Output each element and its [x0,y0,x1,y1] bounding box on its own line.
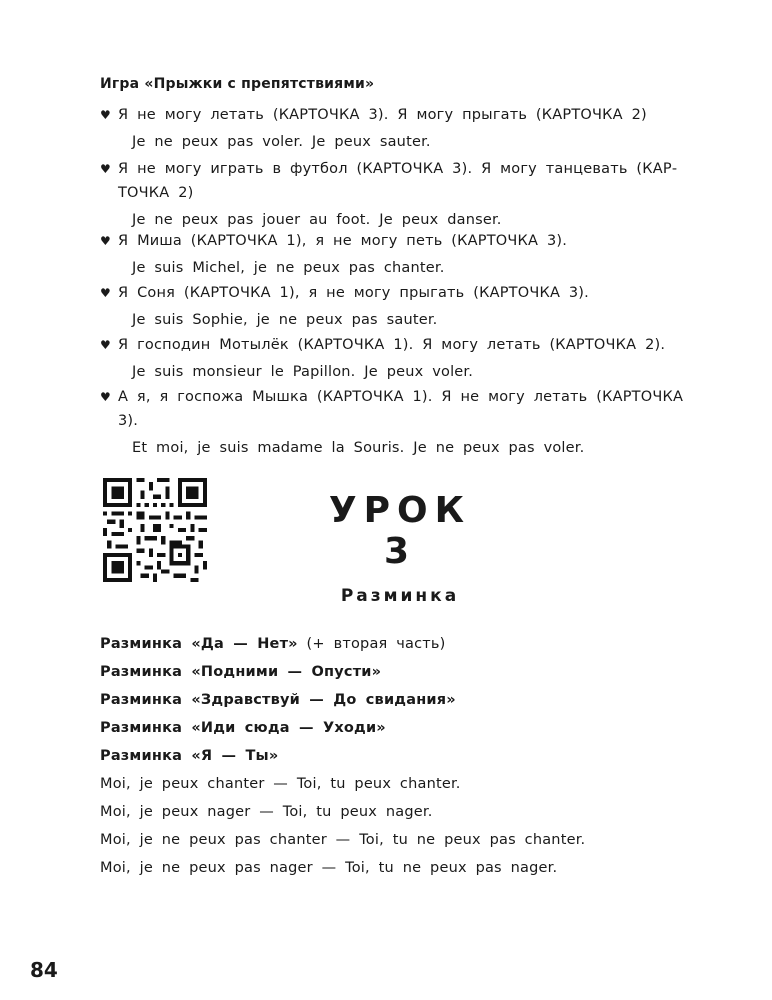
list-item [100,103,700,154]
french-text: Je suis Michel, je ne peux pas chanter. [132,260,445,276]
phrase-line: Moi, je peux chanter — Toi, tu peux chanter. [100,776,461,792]
phrase-line: Moi, je ne peux pas nager — Toi, tu ne peux pas nager. [100,860,558,876]
french-text: Je ne peux pas voler. Je peux sauter. [132,134,431,150]
warmup-label: Разминка «Иди сюда — Уходи» [100,720,386,736]
list-item [100,742,720,770]
phrase-line: Moi, je ne peux pas chanter — Toi, tu ne peux pas chanter. [100,832,586,848]
list-item [100,281,700,332]
warmup-label: Разминка «Здравствуй — До свидания» [100,692,456,708]
heart-bullet-icon: ♥ [100,108,111,122]
list-item [100,686,720,714]
list-item [100,157,700,232]
list-item [100,333,700,384]
warmup-label: Разминка «Подними — Опусти» [100,664,382,680]
french-text: Je suis monsieur le Papillon. Je peux voler. [132,364,474,380]
list-item [100,630,720,658]
warmup-note: (+ вторая часть) [297,636,446,652]
list-item [100,229,700,280]
heart-bullet-icon: ♥ [100,234,111,248]
french-text: Je suis Sophie, je ne peux pas sauter. [132,312,438,328]
french-text: Je ne peux pas jouer au foot. Je peux danser. [132,212,502,228]
warmup-label: Разминка «Да — Нет» [100,636,298,652]
section-title: Разминка [340,586,460,606]
qr-code-icon[interactable] [103,478,207,582]
heart-bullet-icon: ♥ [100,390,111,404]
warmup-label: Разминка «Я — Ты» [100,748,279,764]
lesson-title: УРОК 3 [328,490,472,572]
phrase-line: Moi, je peux nager — Toi, tu peux nager. [100,804,433,820]
list-item [100,385,700,460]
page-number: 84 [30,958,58,982]
warmup-list [100,630,720,882]
russian-text: Я не могу играть в футбол (КАРТОЧКА 3). Я могу танцевать (КАР-ТОЧКА 2) [118,161,678,201]
russian-text: Я Миша (КАРТОЧКА 1), я не могу петь (КАРТОЧКА 3). [118,233,568,249]
russian-text: Я господин Мотылёк (КАРТОЧКА 1). Я могу летать (КАРТОЧКА 2). [118,337,666,353]
heart-bullet-icon: ♥ [100,338,111,352]
heart-bullet-icon: ♥ [100,286,111,300]
list-item [100,714,720,742]
russian-text: Я не могу летать (КАРТОЧКА 3). Я могу прыгать (КАРТОЧКА 2) [118,107,647,123]
french-text: Et moi, je suis madame la Souris. Je ne peux pas voler. [132,440,585,456]
russian-text: А я, я госпожа Мышка (КАРТОЧКА 1). Я не могу летать (КАРТОЧКА 3). [118,389,684,429]
russian-text: Я Соня (КАРТОЧКА 1), я не могу прыгать (КАРТОЧКА 3). [118,285,589,301]
list-item [100,658,720,686]
heart-bullet-icon: ♥ [100,162,111,176]
game-title: Игра «Прыжки с препятствиями» [100,76,375,92]
